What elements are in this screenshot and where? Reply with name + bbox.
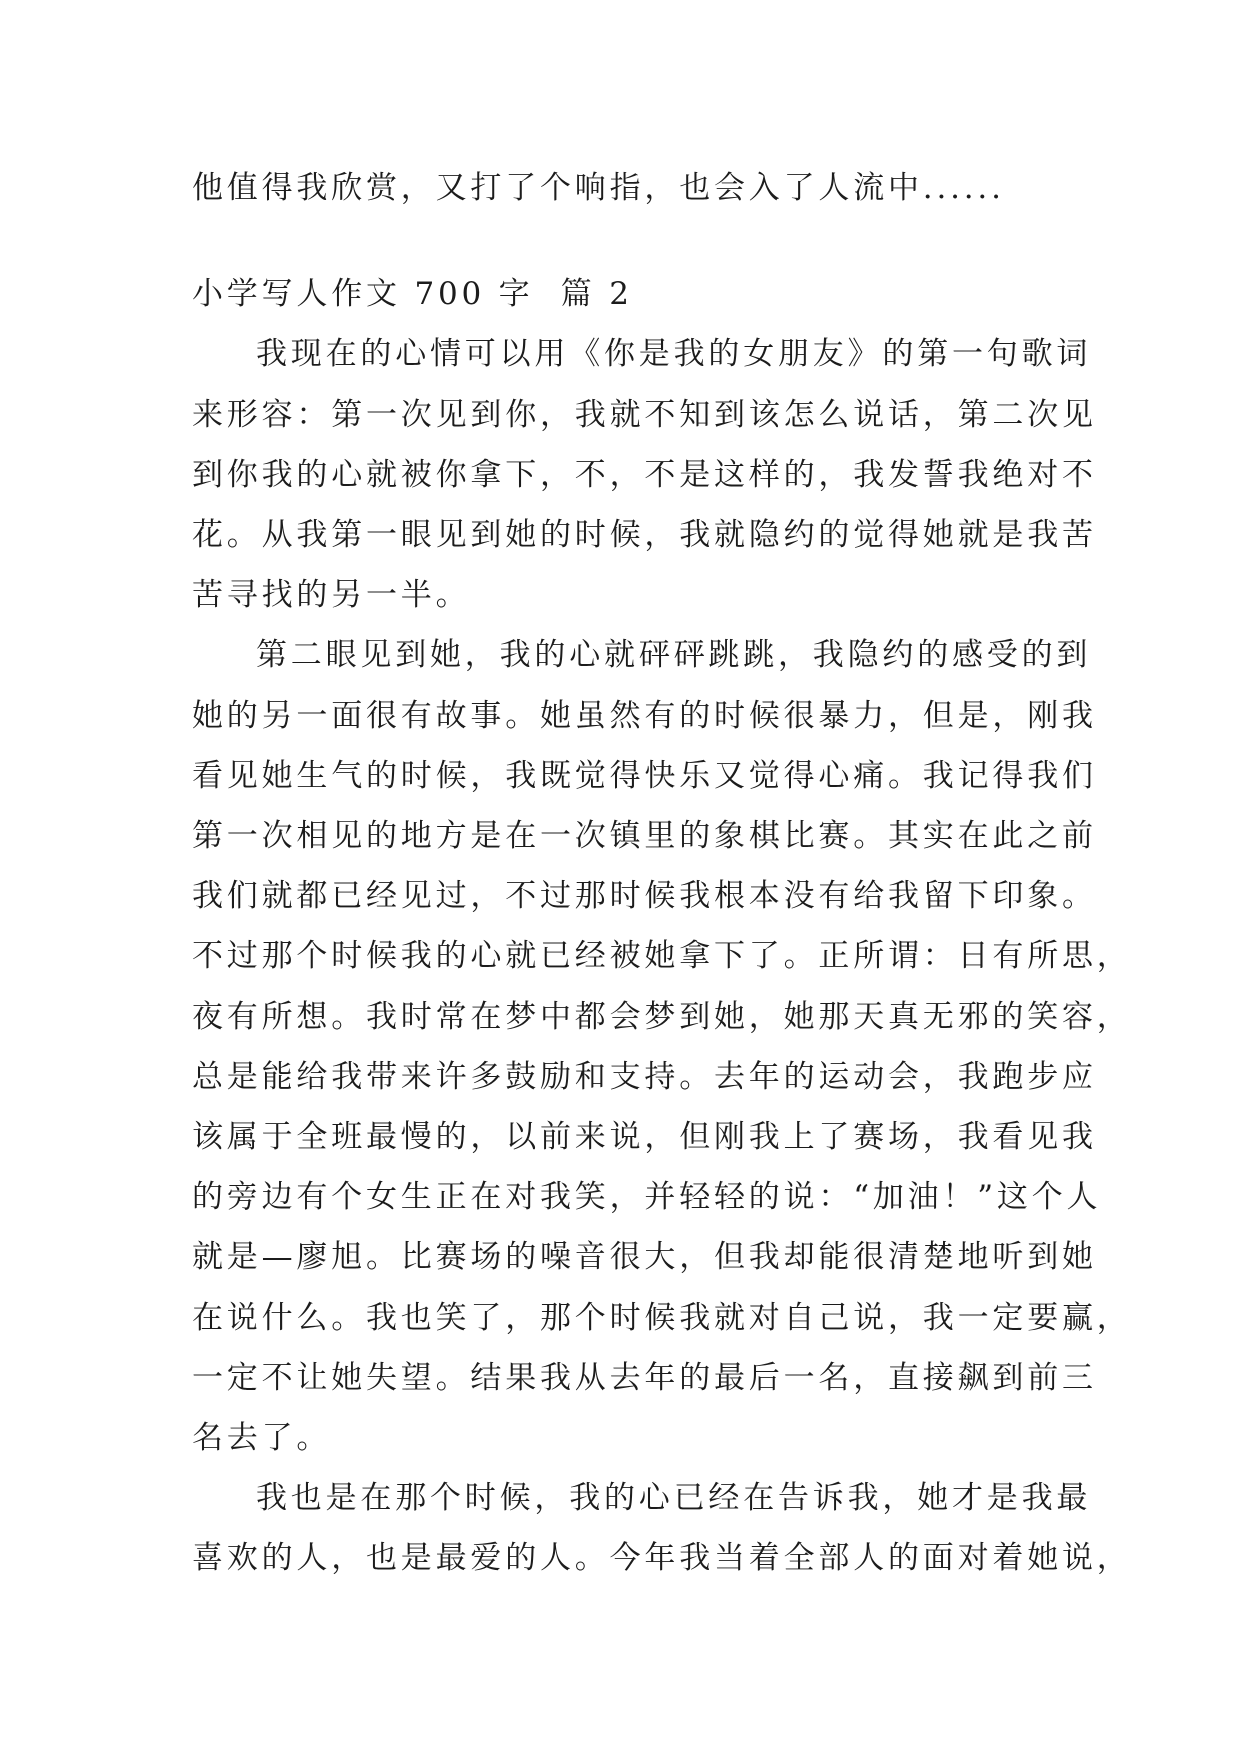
paragraph-line: 一定不让她失望。结果我从去年的最后一名，直接飙到前三 [192,1359,1097,1396]
paragraph-line: 看见她生气的时候，我既觉得快乐又觉得心痛。我记得我们 [192,757,1097,794]
paragraph-3 [192,1468,1132,1588]
paragraph-line: 在说什么。我也笑了，那个时候我就对自己说，我一定要赢， [192,1299,1132,1336]
paragraph-line: 我现在的心情可以用《你是我的女朋友》的第一句歌词 [256,336,1092,373]
paragraph-line: 花。从我第一眼见到她的时候，我就隐约的觉得她就是我苦 [192,517,1097,554]
paragraph-1 [192,324,1097,625]
paragraph-line: 夜有所想。我时常在梦中都会梦到她，她那天真无邪的笑容， [192,998,1132,1035]
document-body [192,158,1132,1589]
lead-line: 他值得我欣赏，又打了个响指，也会入了人流中...... [192,170,1005,206]
paragraph-line: 她的另一面很有故事。她虽然有的时候很暴力，但是，刚我 [192,697,1097,734]
paragraph-line: 我也是在那个时候，我的心已经在告诉我，她才是我最 [256,1480,1092,1517]
paragraph-line: 该属于全班最慢的，以前来说，但刚我上了赛场，我看见我 [192,1119,1097,1156]
paragraph-line: 到你我的心就被你拿下，不，不是这样的，我发誓我绝对不 [192,456,1097,493]
paragraph-line: 喜欢的人，也是最爱的人。今年我当着全部人的面对着她说， [192,1540,1132,1577]
paragraph-line: 我们就都已经见过，不过那时候我根本没有给我留下印象。 [192,878,1097,915]
paragraph-line: 第一次相见的地方是在一次镇里的象棋比赛。其实在此之前 [192,818,1097,855]
paragraph-line: 苦寻找的另一半。 [192,577,471,614]
paragraph-line: 就是—廖旭。比赛场的噪音很大，但我却能很清楚地听到她 [192,1239,1097,1276]
paragraph-line: 来形容：第一次见到你，我就不知到该怎么说话，第二次见 [192,396,1097,433]
essay-heading: 小学写人作文 700 字 篇 2 [192,276,633,313]
paragraph-line: 名去了。 [192,1420,332,1457]
paragraph-2 [192,625,1132,1468]
paragraph-line: 第二眼见到她，我的心就砰砰跳跳，我隐约的感受的到 [256,637,1092,674]
paragraph-line: 总是能给我带来许多鼓励和支持。去年的运动会，我跑步应 [192,1058,1097,1095]
paragraph-line: 的旁边有个女生正在对我笑，并轻轻的说：“加油！”这个人 [192,1179,1102,1216]
paragraph-line: 不过那个时候我的心就已经被她拿下了。正所谓：日有所思， [192,938,1132,975]
